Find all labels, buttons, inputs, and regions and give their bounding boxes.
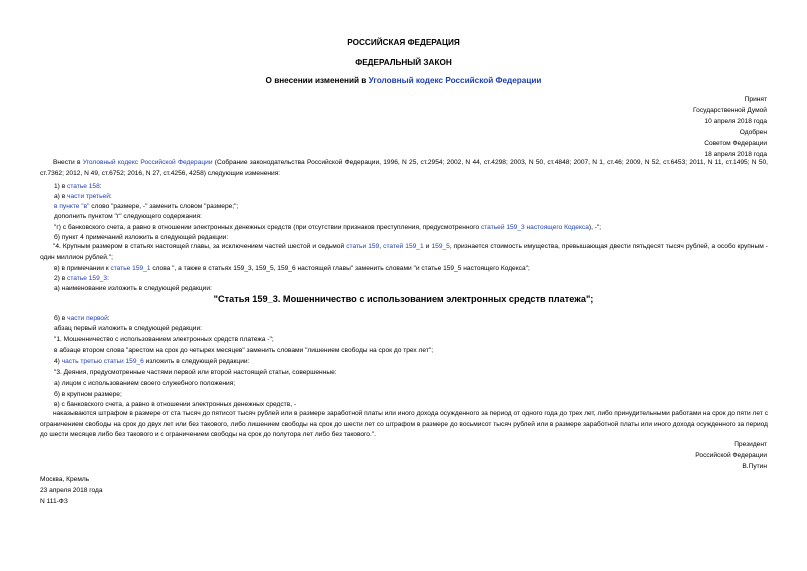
point-g-text-a: "г) с банковского счета, а равно в отношении электронных денежных средств (при отсутствии признаков преступления, предусмотренного: [54, 224, 481, 231]
signing-date: 23 апреля 2018 года: [40, 487, 103, 494]
point-v-text: слово "размере, -" заменить словом "размере;";: [89, 203, 239, 210]
article-159-link[interactable]: статьи 159: [346, 243, 380, 250]
item-2-tail: :: [107, 275, 109, 282]
article-159-3-ref-link[interactable]: статье 159_3: [67, 275, 108, 282]
clause-a: а) лицом с использованием своего служебного положения;: [54, 380, 236, 387]
intro-text-a: Внести в: [53, 159, 83, 166]
item-1v: [54, 264, 530, 273]
item-4-tail: изложить в следующей редакции:: [143, 358, 250, 365]
item-2b: [54, 314, 110, 323]
note-4-paragraph: [40, 242, 768, 263]
note-4-text-b: , признается стоимость имущества, превышающая двести пятьдесят тысяч рублей, а особо крупным - один миллион рублей.";: [40, 243, 769, 261]
signature-title-2: Российской Федерации: [695, 452, 767, 459]
article-159-5-link[interactable]: 159_5: [431, 243, 450, 250]
note-4-sep-1: ,: [379, 243, 384, 250]
signing-place: Москва, Кремль: [40, 476, 90, 483]
add-point-g: дополнить пунктом "г" следующего содержания:: [54, 213, 202, 220]
duma-date: 10 апреля 2018 года: [704, 118, 767, 125]
council-date: 18 апреля 2018 года: [704, 151, 767, 158]
intro-paragraph: [40, 158, 768, 179]
item-4: [54, 357, 249, 366]
accepted-label: Принят: [744, 96, 767, 103]
article-159-1-link[interactable]: статье 159_1: [110, 265, 151, 272]
law-title-prefix: О внесении изменений в: [265, 76, 369, 85]
signature-name: В.Путин: [742, 463, 767, 470]
item-1a: [54, 192, 112, 201]
country-heading: РОССИЙСКАЯ ФЕДЕРАЦИЯ: [347, 38, 460, 47]
first-paragraph-note: абзац первый изложить в следующей редакции:: [54, 325, 202, 332]
item-1v-text-b: слова ", а также в статьях 159_3, 159_5, 159_6 настоящей главы" заменить словами "и статье 159_5 настоящего Кодекса";: [150, 265, 530, 272]
article-159-3-heading: "Статья 159_3. Мошенничество с использованием электронных средств платежа";: [213, 294, 594, 304]
council-label: Советом Федерации: [704, 140, 767, 147]
item-1a-text: а) в: [54, 193, 68, 200]
item-1b: б) пункт 4 примечаний изложить в следующей редакции:: [54, 234, 229, 241]
law-title: [0, 76, 807, 85]
item-2b-text: б) в: [54, 315, 68, 322]
item-2-text: 2) в: [54, 275, 68, 282]
clause-b: б) в крупном размере;: [54, 391, 122, 398]
articles-159-1-link[interactable]: статей 159_1: [383, 243, 424, 250]
item-2: [54, 274, 109, 283]
criminal-code-link[interactable]: Уголовный кодекс Российской Федерации: [82, 159, 213, 166]
signature-title-1: Президент: [734, 441, 767, 448]
duma-label: Государственной Думой: [693, 107, 767, 114]
law-type-heading: ФЕДЕРАЛЬНЫЙ ЗАКОН: [355, 58, 452, 67]
item-2b-tail: :: [107, 315, 110, 322]
item-point-v: [54, 202, 238, 211]
item-1-tail: :: [99, 183, 102, 190]
criminal-code-title-link[interactable]: Уголовный кодекс Российской Федерации: [368, 76, 542, 85]
item-1: [54, 182, 102, 191]
second-paragraph-change: в абзаце втором слова "арестом на срок до четырех месяцев" заменить словами "лишением свободы на срок до трех лет";: [54, 347, 434, 354]
note-4-text-a: "4. Крупным размером в статьях настоящей главы, за исключением частей шестой и седьмой: [53, 243, 347, 250]
point-g-text: [54, 223, 601, 232]
point-g-text-b: ), -";: [588, 224, 602, 231]
article-158-link[interactable]: статье 158: [67, 183, 100, 190]
point-v-link[interactable]: в пункте "в": [54, 203, 90, 210]
law-number: N 111-ФЗ: [40, 498, 68, 505]
intro-text-b: (Собрание законодательства Российской Федерации, 1996, N 25, ст.2954; 2002, N 44, ст.4298; 2003, N 50, ст.4848; 2007, N 1, ст.46; 2009, N 52, ст.6453; 2011, N 11, ст.1495; N 50, ст.7362; 2012, N 49, ст.6752; 2016, N 27, ст.4256, 4258) следующие изменения:: [40, 159, 768, 177]
penalty-paragraph: наказываются штрафом в размере от ста тысяч до пятисот тысяч рублей или в размере заработной платы или иного дохода осужденного за период от одного года до трех лет, либо принудительными работами на срок до пяти лет с ограничением свободы на срок до двух лет или без такового, либо лишением свободы на срок до шести лет со штрафом в размере до восьмисот тысяч рублей или в размере заработной платы или иного дохода осужденного за период до шести месяцев либо без такового и с ограничением свободы на срок до полутора лет либо без такового.".: [40, 410, 768, 438]
item-4-text: 4): [54, 358, 62, 365]
item-1-text: 1) в: [54, 183, 68, 190]
part-one-link[interactable]: части первой: [67, 315, 108, 322]
part-three-link[interactable]: части третьей: [67, 193, 110, 200]
part-1-text: "1. Мошенничество с использованием электронных средств платежа -";: [54, 336, 274, 343]
article-159-6-part-3-link[interactable]: часть третью статьи 159_6: [61, 358, 144, 365]
part-3-intro: "3. Деяния, предусмотренные частями первой или второй настоящей статьи, совершенные:: [54, 369, 337, 376]
clause-v: в) с банковского счета, а равно в отношении электронных денежных средств, -: [54, 401, 297, 408]
article-159-3-link[interactable]: статьей 159_3 настоящего Кодекса: [480, 224, 589, 231]
approved-label: Одобрен: [739, 129, 767, 136]
item-1v-text-a: в) в примечании к: [54, 265, 111, 272]
note-4-sep-2: и: [423, 243, 432, 250]
item-2a: а) наименование изложить в следующей редакции:: [54, 285, 212, 292]
item-1a-tail: :: [109, 193, 112, 200]
